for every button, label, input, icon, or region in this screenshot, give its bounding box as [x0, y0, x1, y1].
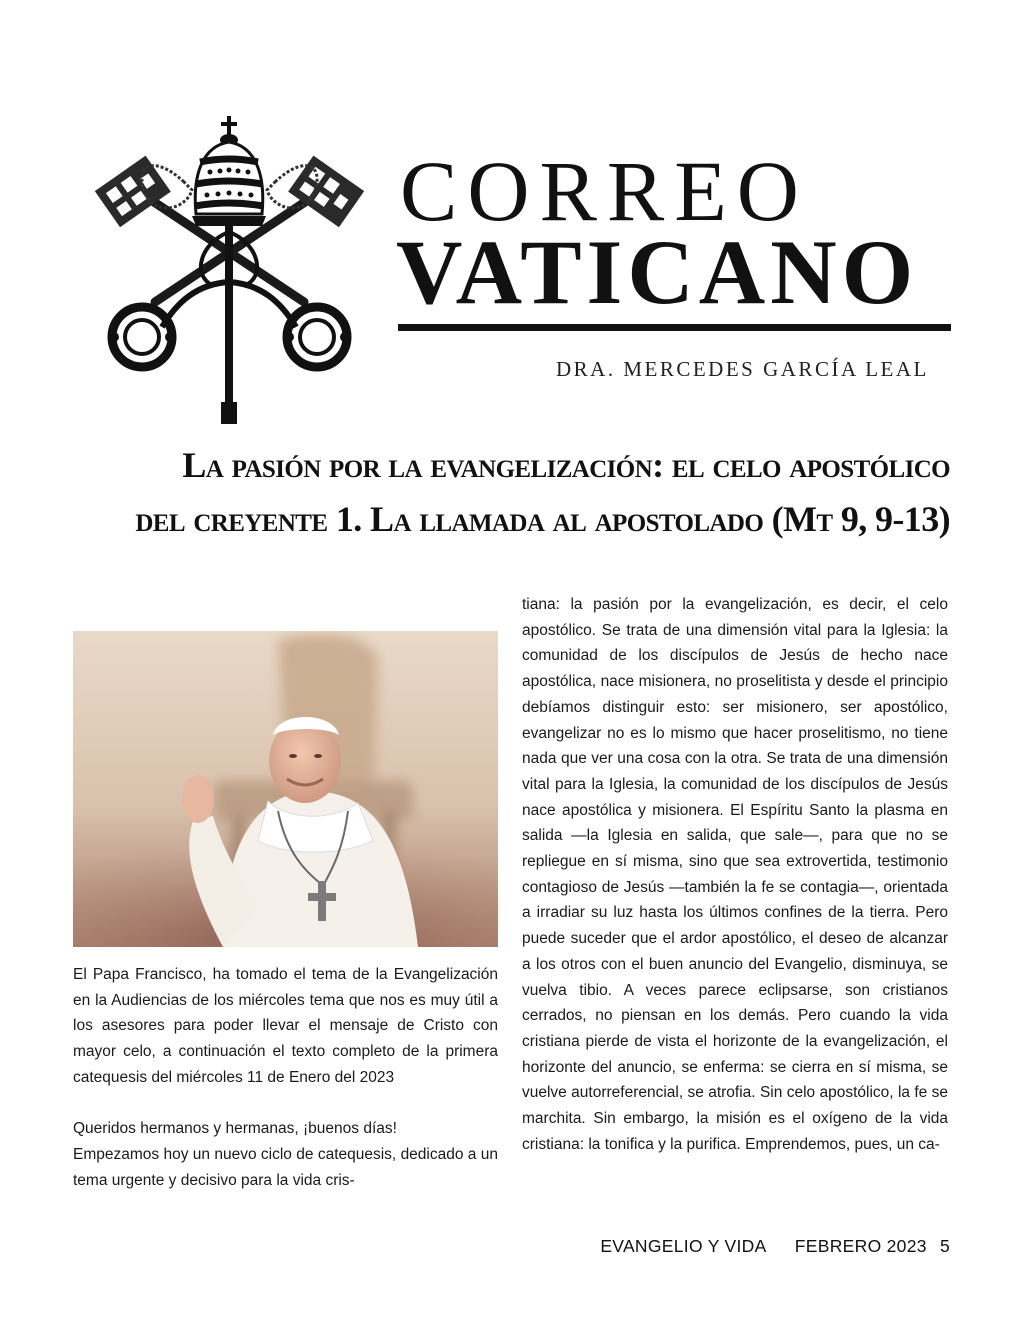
left-column [73, 962, 498, 1193]
footer-issue: FEBRERO 2023 [794, 1236, 927, 1256]
body-paragraph-continued: tiana: la pasión por la evangelización, es decir, el celo apostólico. Se trata de una dimensión vital para la Iglesia: la comunidad de los discípulos de Jesús de hecho nace apostólica, nace misionera, no proselitista y desde el principio debíamos distinguir esto: ser misionero, ser apostólico, evangelizar no es lo mismo que hacer proselitismo, no tiene nada que ver una cosa con la otra. Se trata de una dimensión vital para la Iglesia, la comunidad de los discípulos de Jesús nace apostólica y misionera. El Espíritu Santo la plasma en salida —la Iglesia en salida, que sale—, para que no se repliegue en sí misma, sino que sea extrovertida, testimonio contagioso de Jesús —también la fe se contagia—, orientada a irradiar su luz hasta los últimos confines de la tierra. Pero puede suceder que el ardor apostólico, el deseo de alcanzar a los otros con el buen anuncio del Evangelio, disminuya, se vuelva tibio. A veces parece eclipsarse, son cristianos cerrados, no piensan en los demás. Pero cuando la vida cristiana pierde de vista el horizonte de la evangelización, el horizonte del anuncio, se enferma: se cierra en sí misma, se vuelve autorreferencial, se atrofia. Sin celo apostólico, la fe se marchita. Sin embargo, la misión es el oxígeno de la vida cristiana: la tonifica y la purifica. Emprendemos, pues, un ca- [522, 596, 948, 1153]
footer-publication: EVANGELIO Y VIDA [600, 1236, 766, 1256]
article-headline [80, 438, 950, 546]
headline-line2: del creyente 1. La llamada al apostolado (Mt 9, 9-13) [135, 499, 950, 539]
masthead-title-line1: CORREO [400, 143, 809, 239]
masthead-divider [398, 324, 951, 331]
masthead-title-line2: VATICANO [396, 221, 919, 323]
papal-keys-emblem-icon [92, 112, 367, 427]
page-number: 5 [939, 1236, 950, 1256]
headline-line1: La pasión por la evangelización: el celo apostólico [182, 445, 950, 485]
greeting-paragraph: Queridos hermanos y hermanas, ¡buenos días! [73, 1120, 397, 1138]
pope-francis-photo [73, 631, 498, 947]
photo-caption: El Papa Francisco, ha tomado el tema de la Evangelización en la Audiencias de los miércoles tema que nos es muy útil a los asesores para poder llevar el mensaje de Cristo con mayor celo, a continuación el texto completo de la primera catequesis del miércoles 11 de Enero del 2023 [73, 966, 498, 1086]
right-column [522, 592, 948, 1157]
body-paragraph-start: Empezamos hoy un nuevo ciclo de catequesis, dedicado a un tema urgente y decisivo para la vida cris- [73, 1145, 498, 1189]
page-footer [600, 1236, 950, 1257]
author-byline: DRA. MERCEDES GARCÍA LEAL [556, 357, 929, 381]
